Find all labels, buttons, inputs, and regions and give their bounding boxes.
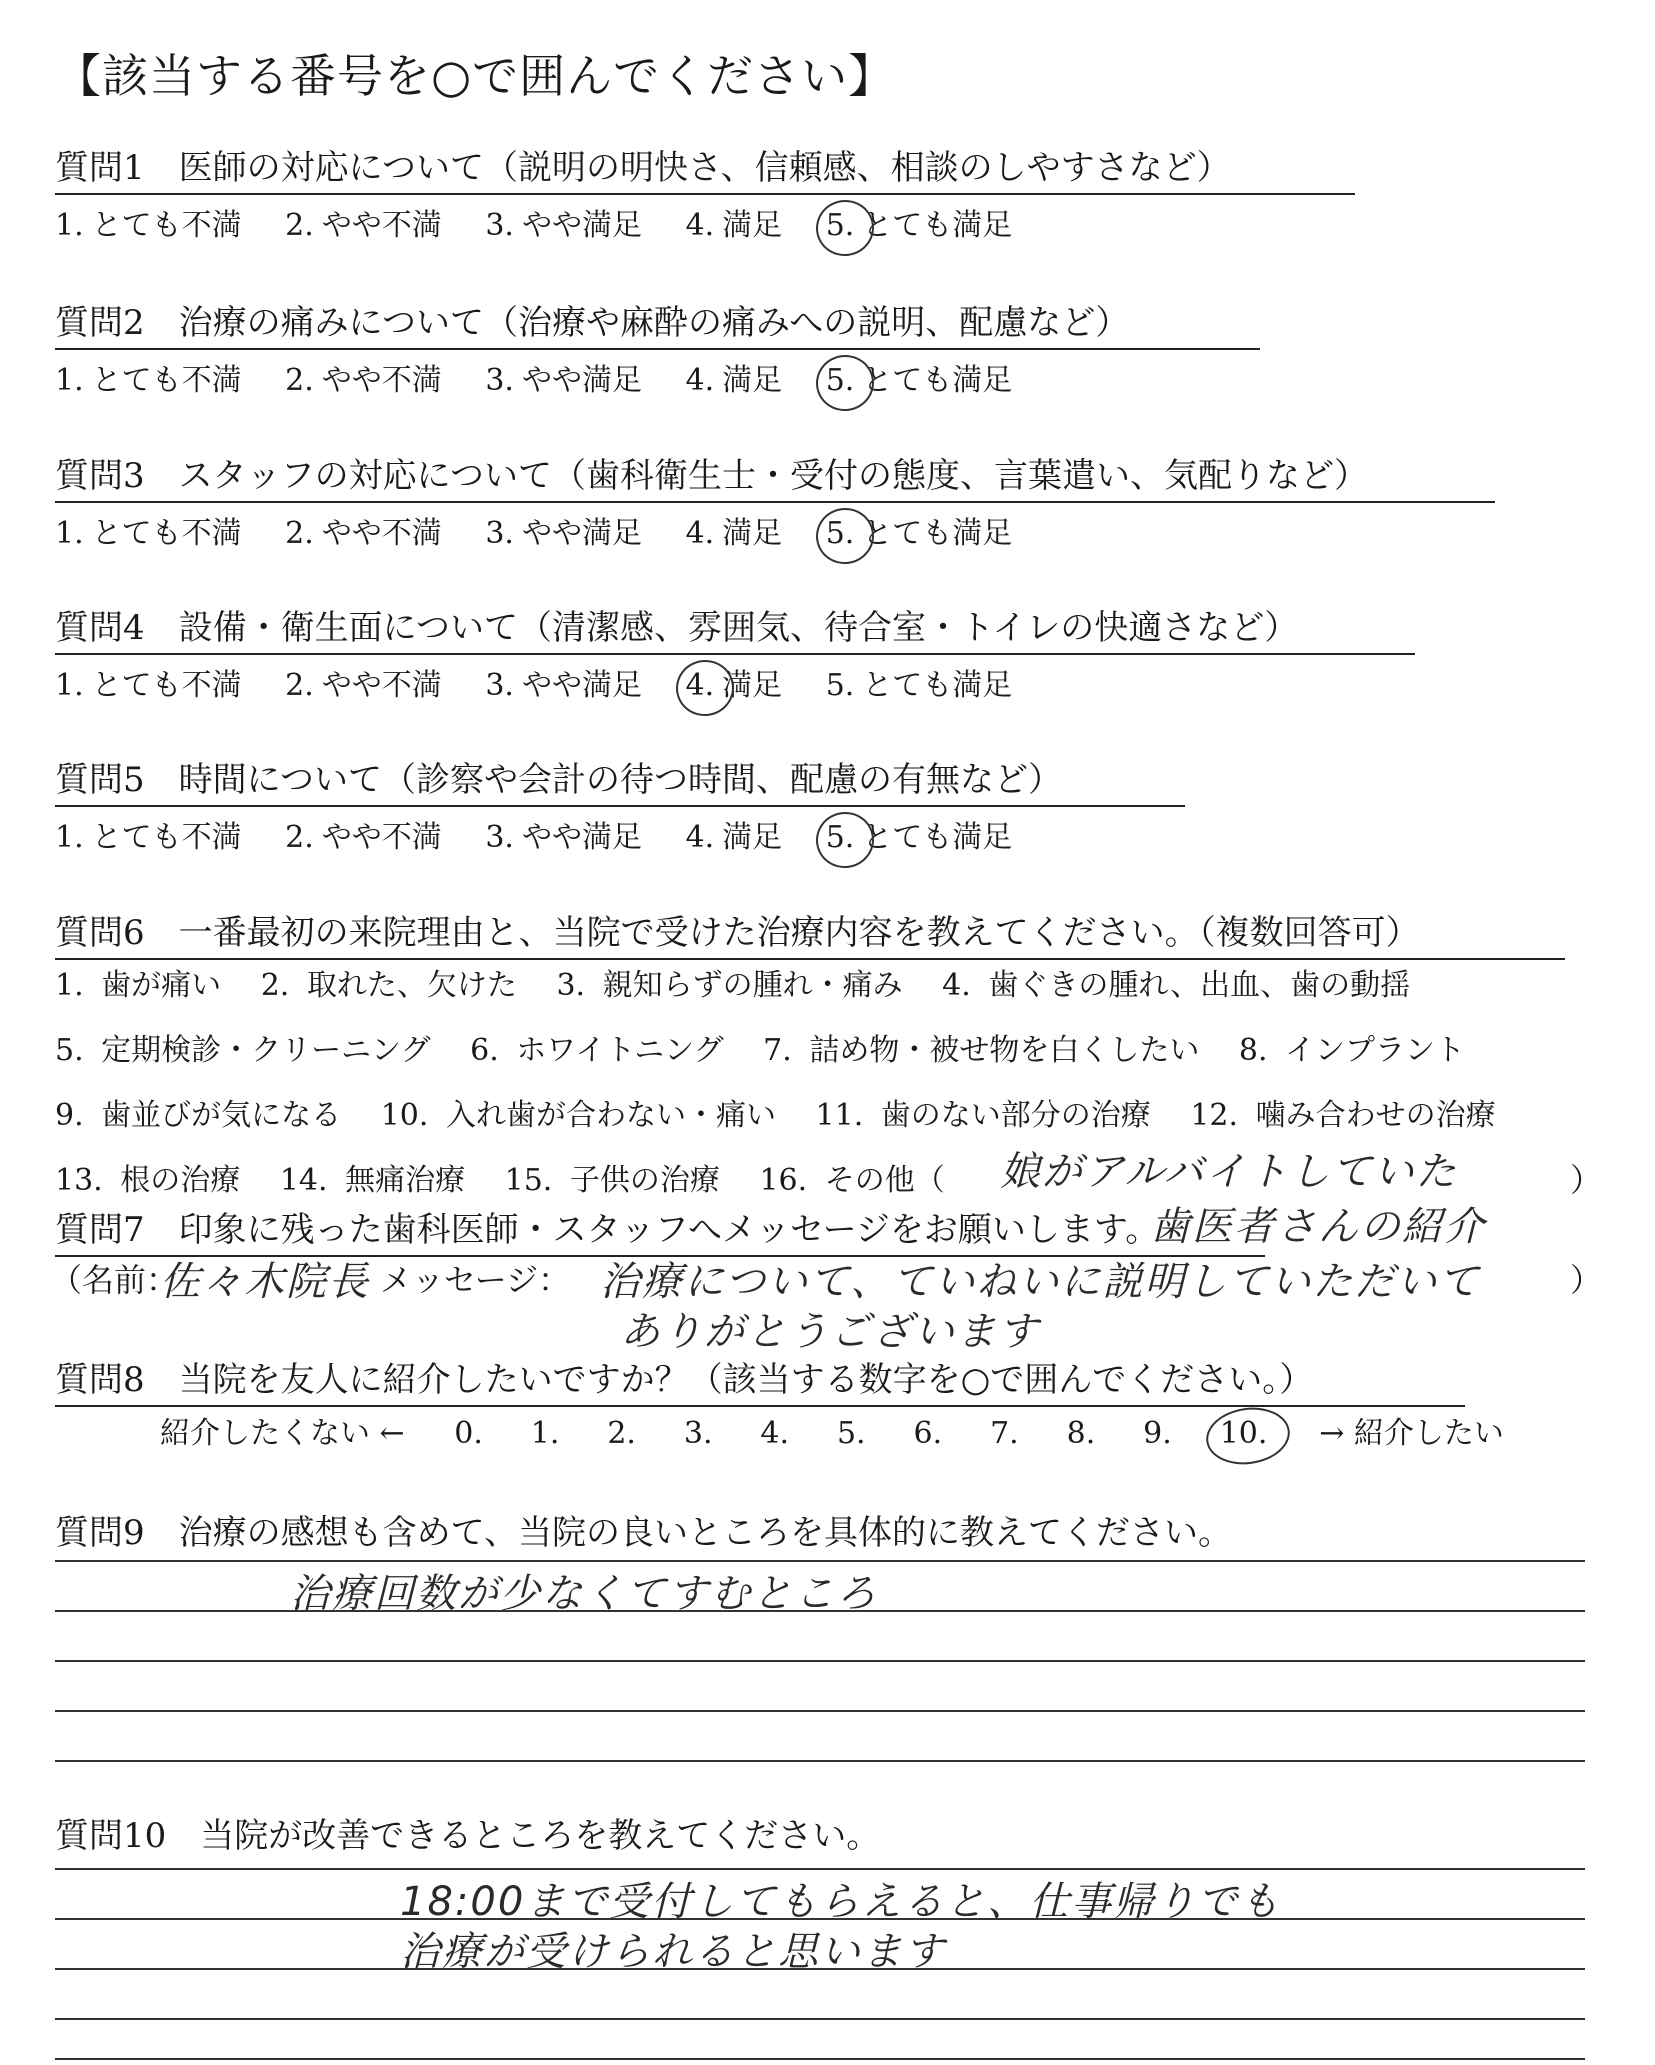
q1-option-5[interactable]: 5. とても満足: [825, 208, 1013, 243]
q5-option-1[interactable]: 1. とても不満: [55, 820, 242, 855]
q5-option-2[interactable]: 2. やや不満: [285, 820, 442, 855]
q6-option-16[interactable]: 16. その他（: [759, 1163, 945, 1198]
q7-name-value[interactable]: 佐々木院長: [160, 1259, 370, 1305]
q6-row-3: [55, 1090, 1526, 1134]
q4-selected-circle: 4.: [685, 668, 715, 703]
q3-option-1[interactable]: 1. とても不満: [55, 516, 242, 551]
q3-option-5[interactable]: 5. とても満足: [825, 516, 1013, 551]
q9-answer-line-5: [55, 1760, 1585, 1762]
q7-message-line-2[interactable]: ありがとうございます: [620, 1309, 1040, 1355]
q8-scale-6[interactable]: 6.: [913, 1416, 943, 1451]
q4-options: [55, 660, 1046, 704]
q7-message-line-1[interactable]: 治療について、ていねいに説明していただいて: [600, 1259, 1481, 1305]
q3-selected-circle: 5.: [825, 516, 855, 551]
q10-answer-line-1-text[interactable]: 18:00まで受付してもらえると、仕事帰りでも: [400, 1879, 1282, 1925]
q6-option-1[interactable]: 1. 歯が痛い: [55, 968, 222, 1003]
q8-scale-9[interactable]: 9.: [1143, 1416, 1172, 1451]
q1-option-4[interactable]: 4. 満足: [685, 208, 783, 243]
q5-title: 質問5 時間について（診察や会計の待つ時間、配慮の有無など）: [55, 752, 1185, 807]
q7-message-label: メッセージ：: [380, 1261, 571, 1299]
q1-options: [55, 200, 1046, 244]
q2-option-5[interactable]: 5. とても満足: [825, 363, 1013, 398]
q1-option-3[interactable]: 3. やや満足: [485, 208, 642, 243]
q6-other-close-paren: ）: [1570, 1161, 1603, 1199]
q10-title: 質問10 当院が改善できるところを教えてください。: [55, 1816, 881, 1856]
q5-option-5[interactable]: 5. とても満足: [825, 820, 1013, 855]
q8-right-label: → 紹介したい: [1319, 1416, 1504, 1451]
survey-heading: 【該当する番号を○で囲んでください】: [55, 49, 896, 103]
q6-option-8[interactable]: 8. インプラント: [1238, 1033, 1466, 1068]
q6-other-handwritten-2[interactable]: 歯医者さんの紹介: [1150, 1204, 1486, 1250]
q8-scale-2[interactable]: 2.: [607, 1416, 636, 1451]
q7-message-label-row: [380, 1255, 570, 1301]
q7-close-paren: ）: [1570, 1261, 1603, 1299]
q8-title: 質問8 当院を友人に紹介したいですか？（該当する数字を○で囲んでください。）: [55, 1352, 1465, 1407]
q1-selected-circle: 5.: [825, 208, 855, 243]
q2-option-1[interactable]: 1. とても不満: [55, 363, 242, 398]
q8-scale-3[interactable]: 3.: [683, 1416, 713, 1451]
q6-option-5[interactable]: 5. 定期検診・クリーニング: [55, 1033, 431, 1068]
q8-scale-8[interactable]: 8.: [1066, 1416, 1096, 1451]
q1-option-1[interactable]: 1. とても不満: [55, 208, 242, 243]
q10-answer-line-5: [55, 2058, 1585, 2060]
q1-option-2[interactable]: 2. やや不満: [285, 208, 442, 243]
q4-option-3[interactable]: 3. やや満足: [485, 668, 642, 703]
q8-left-label: 紹介したくない ←: [160, 1416, 405, 1451]
q6-row-2: [55, 1025, 1495, 1069]
q2-option-3[interactable]: 3. やや満足: [485, 363, 642, 398]
q6-option-9[interactable]: 9. 歯並びが気になる: [55, 1098, 342, 1133]
q6-option-3[interactable]: 3. 親知らずの腫れ・痛み: [556, 968, 903, 1003]
q6-option-4[interactable]: 4. 歯ぐきの腫れ、出血、歯の動揺: [942, 968, 1411, 1003]
q6-row-4: [55, 1155, 975, 1199]
q6-option-7[interactable]: 7. 詰め物・被せ物を白くしたい: [763, 1033, 1200, 1068]
q6-row-1: [55, 960, 1440, 1004]
q6-option-10[interactable]: 10. 入れ歯が合わない・痛い: [380, 1098, 776, 1133]
q9-answer-line-3: [55, 1660, 1585, 1662]
q6-option-13[interactable]: 13. 根の治療: [55, 1163, 241, 1198]
q10-answer-line-4: [55, 2018, 1585, 2020]
q5-selected-circle: 5.: [825, 820, 855, 855]
q4-option-5[interactable]: 5. とても満足: [825, 668, 1013, 703]
q7-name-label: （名前：: [50, 1261, 179, 1299]
q5-option-3[interactable]: 3. やや満足: [485, 820, 642, 855]
q9-answer-line-4: [55, 1710, 1585, 1712]
q2-selected-circle: 5.: [825, 363, 855, 398]
q5-option-4[interactable]: 4. 満足: [685, 820, 783, 855]
q3-option-2[interactable]: 2. やや不満: [285, 516, 442, 551]
q4-title: 質問4 設備・衛生面について（清潔感、雰囲気、待合室・トイレの快適さなど）: [55, 600, 1415, 655]
q5-options: [55, 812, 1046, 856]
q6-option-6[interactable]: 6. ホワイトニング: [470, 1033, 724, 1068]
q6-option-14[interactable]: 14. 無痛治療: [279, 1163, 466, 1198]
q8-scale-10[interactable]: 10.: [1220, 1416, 1310, 1451]
q1-title: 質問1 医師の対応について（説明の明快さ、信頼感、相談のしやすさなど）: [55, 140, 1355, 195]
q8-scale-7[interactable]: 7.: [990, 1416, 1019, 1451]
q6-option-2[interactable]: 2. 取れた、欠けた: [260, 968, 517, 1003]
q4-option-2[interactable]: 2. やや不満: [285, 668, 442, 703]
q6-other-handwritten-1[interactable]: 娘がアルバイトしていた: [1000, 1149, 1458, 1195]
q2-option-2[interactable]: 2. やや不満: [285, 363, 442, 398]
q8-scale-4[interactable]: 4.: [760, 1416, 790, 1451]
q3-option-4[interactable]: 4. 満足: [685, 516, 783, 551]
q7-message-row: [50, 1255, 178, 1301]
q8-scale-5[interactable]: 5.: [836, 1416, 866, 1451]
q9-title: 質問9 治療の感想も含めて、当院の良いところを具体的に教えてください。: [55, 1513, 1232, 1553]
q2-options: [55, 355, 1046, 399]
q2-title: 質問2 治療の痛みについて（治療や麻酔の痛みへの説明、配慮など）: [55, 295, 1260, 350]
q9-answer[interactable]: 治療回数が少なくてすむところ: [290, 1571, 878, 1617]
q3-options: [55, 508, 1046, 552]
q6-option-15[interactable]: 15. 子供の治療: [504, 1163, 720, 1198]
q6-option-11[interactable]: 11. 歯のない部分の治療: [815, 1098, 1151, 1133]
q2-option-4[interactable]: 4. 満足: [685, 363, 783, 398]
q7-title: 質問7 印象に残った歯科医師・スタッフへメッセージをお願いします。: [55, 1202, 1265, 1257]
q10-answer-line-2-text[interactable]: 治療が受けられると思います: [400, 1929, 946, 1975]
q3-option-3[interactable]: 3. やや満足: [485, 516, 642, 551]
q4-option-4[interactable]: 4. 満足: [685, 668, 783, 703]
q6-title: 質問6 一番最初の来院理由と、当院で受けた治療内容を教えてください。（複数回答可）: [55, 905, 1565, 960]
q3-title: 質問3 スタッフの対応について（歯科衛生士・受付の態度、言葉遣い、気配りなど）: [55, 448, 1495, 503]
q4-option-1[interactable]: 1. とても不満: [55, 668, 242, 703]
q8-scale: [160, 1408, 1504, 1452]
q8-scale-1[interactable]: 1.: [530, 1416, 560, 1451]
q6-option-12[interactable]: 12. 噛み合わせの治療: [1190, 1098, 1496, 1133]
q8-scale-0[interactable]: 0.: [454, 1416, 483, 1451]
